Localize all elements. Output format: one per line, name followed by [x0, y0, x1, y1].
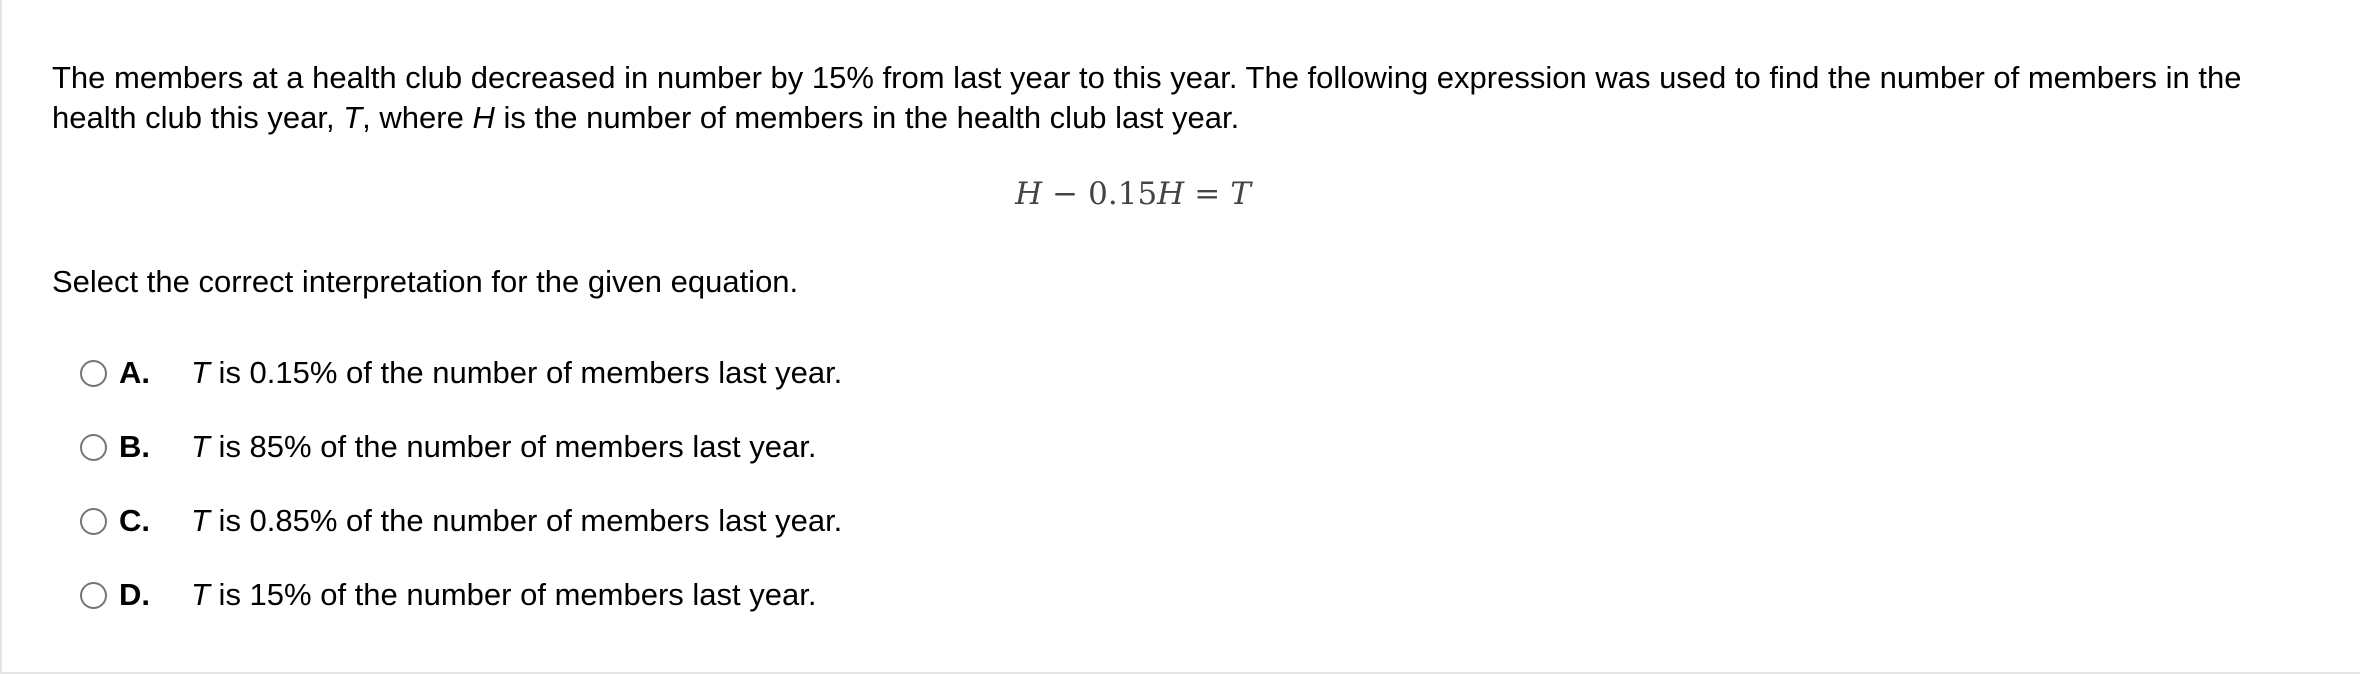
- choice-c-variable: T: [191, 503, 210, 538]
- choice-text-b: [191, 429, 816, 465]
- choice-b-variable: T: [191, 429, 210, 464]
- equation-h: H: [1015, 176, 1043, 212]
- choice-text-c: [191, 503, 842, 539]
- equation-equals: =: [1194, 176, 1221, 212]
- choice-a-label: is 0.15% of the number of members last year.: [209, 355, 843, 390]
- choice-a-variable: T: [191, 355, 210, 390]
- choice-b-label: is 85% of the number of members last year.: [209, 429, 817, 464]
- equation-t: T: [1230, 176, 1251, 212]
- choice-d[interactable]: [80, 558, 842, 632]
- question-part-1: The members at a health club decreased in number by 15% from last year to this year. The following expression was used to find the number of members in the health club this year,: [52, 60, 2242, 135]
- equation-minus: −: [1052, 176, 1079, 212]
- prompt-text: Select the correct interpretation for the given equation.: [52, 264, 799, 299]
- question-text: [52, 58, 2252, 138]
- choice-letter-d: D.: [119, 577, 150, 612]
- radio-button-b[interactable]: [80, 434, 107, 461]
- equation-coefficient: 0.15: [1088, 176, 1158, 212]
- question-part-2: , where: [362, 100, 473, 135]
- variable-h: H: [472, 100, 495, 135]
- radio-button-c[interactable]: [80, 508, 107, 535]
- question-part-3: is the number of members in the health club last year.: [494, 100, 1240, 135]
- choice-letter-b: B.: [119, 429, 150, 464]
- choice-c-label: is 0.85% of the number of members last year.: [209, 503, 843, 538]
- choice-text-d: [191, 577, 816, 613]
- answer-choices: [80, 336, 842, 632]
- variable-t: T: [343, 100, 363, 135]
- choice-d-label: is 15% of the number of members last year.: [209, 577, 817, 612]
- radio-button-a[interactable]: [80, 360, 107, 387]
- choice-d-variable: T: [191, 577, 210, 612]
- choice-letter-c: C.: [119, 503, 150, 538]
- choice-a[interactable]: [80, 336, 842, 410]
- equation-h-term: H: [1157, 176, 1185, 212]
- choice-text-a: [191, 355, 842, 391]
- equation: [0, 176, 2266, 212]
- choice-letter-a: A.: [119, 355, 150, 390]
- radio-button-d[interactable]: [80, 582, 107, 609]
- choice-b[interactable]: [80, 410, 842, 484]
- choice-c[interactable]: [80, 484, 842, 558]
